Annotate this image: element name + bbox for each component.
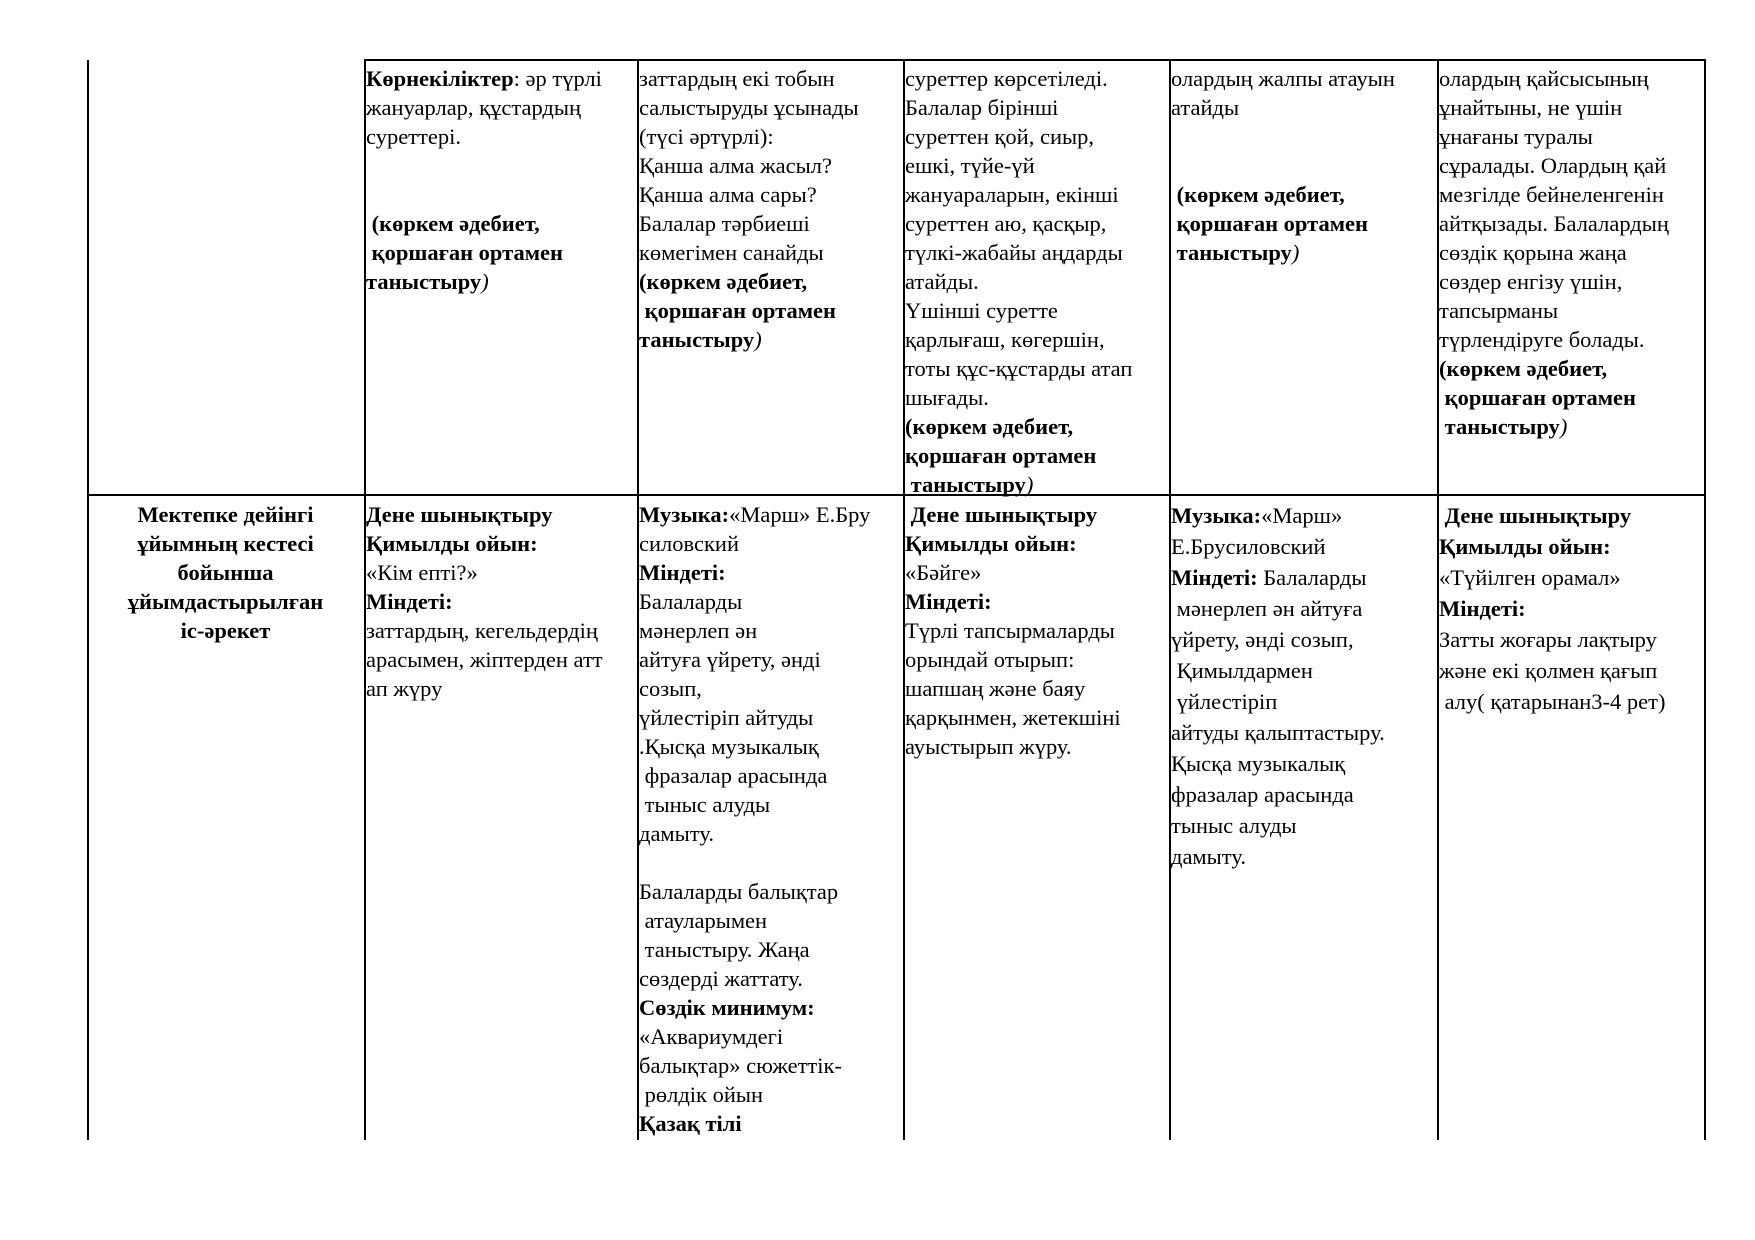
text-line xyxy=(905,122,1167,151)
text-run: Дене шынықтыру xyxy=(905,502,1098,527)
text-run: қоршаған ортамен xyxy=(639,298,836,323)
text-line xyxy=(1171,238,1435,267)
text-run: тапсырманы xyxy=(1439,298,1559,323)
text-run: атайды. xyxy=(905,269,979,294)
text-run: : әр түрлі xyxy=(513,66,602,91)
text-line xyxy=(1171,624,1435,655)
text-run: атауларымен xyxy=(639,908,768,933)
text-line xyxy=(366,209,634,238)
text-line xyxy=(639,64,901,93)
text-line xyxy=(1171,593,1435,624)
text-run: Үшінші суретте xyxy=(905,298,1058,323)
text-line xyxy=(905,93,1167,122)
text-run: Балаларды xyxy=(1257,565,1367,590)
text-line xyxy=(1171,180,1435,209)
text-line xyxy=(639,1022,901,1051)
text-run: таныстыру. Жаңа xyxy=(639,937,810,962)
text-run: Қазақ тілі xyxy=(639,1111,742,1136)
text-run: Көрнекіліктер xyxy=(366,66,514,91)
text-run: сөздік қорына жаңа xyxy=(1439,240,1627,265)
text-run: Балаларды балықтар xyxy=(639,879,839,904)
text-line xyxy=(1171,500,1435,531)
text-line xyxy=(1171,531,1435,562)
text-line xyxy=(905,441,1167,470)
text-run: фразалар арасында xyxy=(639,763,828,788)
text-line xyxy=(1171,655,1435,686)
text-line xyxy=(89,587,362,616)
text-run: «Түйілген орамал» xyxy=(1439,565,1621,590)
text-run: ауыстырып жүру. xyxy=(905,734,1072,759)
text-line xyxy=(639,964,901,993)
text-line xyxy=(639,1051,901,1080)
text-run: олардың жалпы атауын xyxy=(1171,66,1395,91)
text-run: суреттері. xyxy=(366,124,461,149)
text-line xyxy=(1171,841,1435,872)
text-run: Қысқа музыкалық xyxy=(1171,751,1346,776)
text-line xyxy=(639,877,901,906)
text-run: ешкі, түйе-үй xyxy=(905,153,1035,178)
text-run: айтуға үйрету, әнді xyxy=(639,647,821,672)
text-run: ұйымның кестесі xyxy=(137,531,314,556)
text-run: үйлестіріп xyxy=(1171,689,1278,714)
text-run: іс-әрекет xyxy=(180,618,271,643)
text-line xyxy=(905,151,1167,180)
text-line xyxy=(905,470,1167,499)
text-line xyxy=(1439,325,1702,354)
text-line xyxy=(905,64,1167,93)
text-run: фразалар арасында xyxy=(1171,782,1354,807)
text-line xyxy=(905,703,1167,732)
text-line xyxy=(1439,383,1702,412)
text-run: дамыту. xyxy=(639,821,714,846)
text-line xyxy=(366,151,634,180)
text-run: ) xyxy=(1291,240,1300,265)
text-line xyxy=(905,616,1167,645)
text-line xyxy=(639,296,901,325)
text-run: рөлдік ойын xyxy=(639,1082,764,1107)
text-run: (көркем әдебиет, xyxy=(905,414,1074,439)
row1-cell-2 xyxy=(639,64,901,354)
text-run: мәнерлеп ән xyxy=(639,618,758,643)
text-line xyxy=(639,180,901,209)
text-run: суреттер көрсетіледі. xyxy=(905,66,1108,91)
text-line xyxy=(905,529,1167,558)
text-line xyxy=(1171,209,1435,238)
text-run: қарқынмен, жетекшіні xyxy=(905,705,1121,730)
text-run: заттардың, кегельдердің xyxy=(366,618,598,643)
text-line xyxy=(639,151,901,180)
text-run: «Кім епті?» xyxy=(366,560,478,585)
text-run: «Аквариумдегі xyxy=(639,1024,784,1049)
text-line xyxy=(905,500,1167,529)
text-run: түлкі-жабайы аңдарды xyxy=(905,240,1123,265)
text-line xyxy=(1171,93,1435,122)
text-run: Қанша алма жасыл? xyxy=(639,153,832,178)
text-line xyxy=(639,122,901,151)
text-run: жануарлар, құстардың xyxy=(366,95,582,120)
text-line xyxy=(1439,500,1702,531)
row2-cell-5 xyxy=(1439,500,1702,717)
text-run: үйлестіріп айтуды xyxy=(639,705,814,730)
text-line xyxy=(639,529,901,558)
row1-cell-3 xyxy=(905,64,1167,499)
text-line xyxy=(1439,354,1702,383)
text-run: балықтар» сюжеттік- xyxy=(639,1053,842,1078)
text-line xyxy=(905,558,1167,587)
text-run: Затты жоғары лақтыру xyxy=(1439,627,1657,652)
row2-cell-1 xyxy=(366,500,634,703)
text-line xyxy=(1439,209,1702,238)
text-run: сөздер енгізу үшін, xyxy=(1439,269,1623,294)
row-divider xyxy=(87,494,1706,496)
text-line xyxy=(1171,717,1435,748)
text-run: ) xyxy=(481,269,489,294)
text-line xyxy=(639,616,901,645)
text-line xyxy=(905,354,1167,383)
text-line xyxy=(1439,180,1702,209)
text-line xyxy=(366,645,634,674)
text-run: олардың қайсысының xyxy=(1439,66,1649,91)
table-border-top xyxy=(364,59,1706,61)
text-run: (көркем әдебиет, xyxy=(366,211,540,236)
text-run: ап жүру xyxy=(366,676,443,701)
text-run: салыстыруды ұсынады xyxy=(639,95,859,120)
text-run: таныстыру xyxy=(366,269,482,294)
text-line xyxy=(905,209,1167,238)
text-line xyxy=(1439,686,1702,717)
text-line xyxy=(905,383,1167,412)
text-run: (түсі әртүрлі): xyxy=(639,124,774,149)
text-run: айтқызады. Балалардың xyxy=(1439,211,1669,236)
text-line xyxy=(89,616,362,645)
row2-cell-4 xyxy=(1171,500,1435,872)
text-line xyxy=(639,819,901,848)
text-run: дамыту. xyxy=(1171,844,1246,869)
text-run: шығады. xyxy=(905,385,989,410)
text-run: суреттен аю, қасқыр, xyxy=(905,211,1107,236)
text-line xyxy=(89,500,362,529)
text-line xyxy=(366,587,634,616)
text-line xyxy=(1439,296,1702,325)
text-line xyxy=(639,993,901,1022)
text-line xyxy=(1439,122,1702,151)
text-run: таныстыру xyxy=(639,327,755,352)
text-line xyxy=(905,267,1167,296)
text-line xyxy=(1171,748,1435,779)
text-line xyxy=(366,674,634,703)
row2-header-cell xyxy=(89,500,362,645)
text-run: Қимылды ойын: xyxy=(1439,534,1611,559)
text-run: Қимылдармен xyxy=(1171,658,1313,683)
text-line xyxy=(89,529,362,558)
text-line xyxy=(639,645,901,674)
text-run: бойынша xyxy=(177,560,274,585)
text-line xyxy=(639,238,901,267)
text-run: Дене шынықтыру xyxy=(366,502,553,527)
text-line xyxy=(366,500,634,529)
text-line xyxy=(639,500,901,529)
text-line xyxy=(1439,151,1702,180)
text-run: созып, xyxy=(639,676,702,701)
text-run: мәнерлеп ән айтуға xyxy=(1171,596,1363,621)
text-run: силовский xyxy=(639,531,739,556)
text-run: Сөздік минимум: xyxy=(639,995,815,1020)
text-line xyxy=(905,325,1167,354)
text-run: түрлендіруге болады. xyxy=(1439,327,1645,352)
text-run: ұйымдастырылған xyxy=(127,589,324,614)
text-run: Міндеті: xyxy=(1171,565,1258,590)
text-line xyxy=(905,238,1167,267)
text-line xyxy=(1439,93,1702,122)
text-line xyxy=(905,732,1167,761)
text-line xyxy=(1439,267,1702,296)
row2-cell-2 xyxy=(639,500,901,1138)
text-run: Музыка: xyxy=(1171,503,1262,528)
text-line xyxy=(1439,655,1702,686)
text-line xyxy=(89,558,362,587)
text-run: сөздерді жаттату. xyxy=(639,966,803,991)
text-run: Міндеті: xyxy=(366,589,453,614)
row2-cell-3 xyxy=(905,500,1167,761)
text-line xyxy=(1439,562,1702,593)
text-line xyxy=(639,1080,901,1109)
text-run: қоршаған ортамен xyxy=(905,443,1097,468)
text-line xyxy=(639,732,901,761)
text-line xyxy=(1171,122,1435,151)
text-line xyxy=(1171,151,1435,180)
text-line xyxy=(366,616,634,645)
text-run: (көркем әдебиет, xyxy=(1439,356,1608,381)
row1-cell-4 xyxy=(1171,64,1435,267)
text-run: атайды xyxy=(1171,95,1240,120)
text-line xyxy=(1439,593,1702,624)
text-run: суреттен қой, сиыр, xyxy=(905,124,1094,149)
text-run: көмегімен санайды xyxy=(639,240,824,265)
text-line xyxy=(905,412,1167,441)
text-run: ұнайтыны, не үшін xyxy=(1439,95,1623,120)
text-run: айтуды қалыптастыру. xyxy=(1171,720,1385,745)
text-run: шапшаң және баяу xyxy=(905,676,1086,701)
text-line xyxy=(366,558,634,587)
table-border-right xyxy=(1704,60,1706,1140)
text-run: Балалар бірінші xyxy=(905,95,1059,120)
text-run: қоршаған ортамен xyxy=(1439,385,1636,410)
text-run: мезгілде бейнеленгенін xyxy=(1439,182,1664,207)
text-line xyxy=(905,180,1167,209)
text-line xyxy=(905,674,1167,703)
text-line xyxy=(639,935,901,964)
text-run: Балалар тәрбиеші xyxy=(639,211,810,236)
text-line xyxy=(639,848,901,877)
text-line xyxy=(639,587,901,616)
text-line xyxy=(1171,64,1435,93)
text-line xyxy=(366,180,634,209)
text-line xyxy=(1171,686,1435,717)
text-run: қарлығаш, көгершін, xyxy=(905,327,1105,352)
text-run: Қимылды ойын: xyxy=(905,531,1077,556)
text-line xyxy=(366,267,634,296)
text-run: Міндеті: xyxy=(905,589,992,614)
text-line xyxy=(639,267,901,296)
text-run: таныстыру xyxy=(1439,414,1560,439)
text-line xyxy=(366,238,634,267)
text-run: жануараларын, екінші xyxy=(905,182,1119,207)
text-line xyxy=(639,93,901,122)
text-run: (көркем әдебиет, xyxy=(1171,182,1345,207)
text-line xyxy=(1439,624,1702,655)
text-line xyxy=(639,325,901,354)
text-line xyxy=(366,64,634,93)
text-line xyxy=(905,296,1167,325)
row1-cell-5 xyxy=(1439,64,1702,441)
text-run: Қимылды ойын: xyxy=(366,531,538,556)
text-run: тыныс алуды xyxy=(639,792,771,817)
text-run: арасымен, жіптерден атт xyxy=(366,647,603,672)
text-run: заттардың екі тобын xyxy=(639,66,835,91)
text-run: Балаларды xyxy=(639,589,743,614)
text-line xyxy=(905,645,1167,674)
text-line xyxy=(1439,412,1702,441)
text-line xyxy=(639,209,901,238)
text-run: ) xyxy=(1025,472,1034,497)
text-line xyxy=(639,1109,901,1138)
text-line xyxy=(1171,779,1435,810)
text-line xyxy=(1171,810,1435,841)
text-line xyxy=(639,790,901,819)
text-run: Дене шынықтыру xyxy=(1439,503,1632,528)
text-run: Е.Брусиловский xyxy=(1171,534,1326,559)
text-line xyxy=(639,761,901,790)
text-run: тоты құс-құстарды атап xyxy=(905,356,1133,381)
text-run: «Бәйге» xyxy=(905,560,982,585)
text-line xyxy=(1439,64,1702,93)
text-line xyxy=(639,703,901,732)
text-run: және екі қолмен қағып xyxy=(1439,658,1658,683)
text-line xyxy=(366,529,634,558)
text-run: тыныс алуды xyxy=(1171,813,1297,838)
text-run: қоршаған ортамен xyxy=(1171,211,1368,236)
text-line xyxy=(1439,238,1702,267)
text-run: қоршаған ортамен xyxy=(366,240,563,265)
text-line xyxy=(1171,562,1435,593)
text-run: (көркем әдебиет, xyxy=(639,269,808,294)
text-run: орындай отырып: xyxy=(905,647,1075,672)
text-run: .Қысқа музыкалық xyxy=(639,734,819,759)
text-run: Қанша алма сары? xyxy=(639,182,817,207)
text-run: үйрету, әнді созып, xyxy=(1171,627,1354,652)
text-line xyxy=(366,122,634,151)
text-run: «Марш» Е.Бру xyxy=(729,502,871,527)
text-line xyxy=(639,906,901,935)
text-run: ) xyxy=(1559,414,1568,439)
text-run: Түрлі тапсырмаларды xyxy=(905,618,1115,643)
text-run: Мектепке дейінгі xyxy=(137,502,314,527)
text-line xyxy=(639,674,901,703)
text-run: Музыка: xyxy=(639,502,730,527)
text-line xyxy=(366,93,634,122)
text-run: таныстыру xyxy=(905,472,1026,497)
text-run: Міндеті: xyxy=(1439,596,1526,621)
text-run: таныстыру xyxy=(1171,240,1292,265)
text-run: сұралады. Олардың қай xyxy=(1439,153,1667,178)
row1-cell-1 xyxy=(366,64,634,296)
text-line xyxy=(905,587,1167,616)
text-run: Міндеті: xyxy=(639,560,726,585)
text-run: ) xyxy=(754,327,762,352)
text-run: «Марш» xyxy=(1261,503,1343,528)
text-line xyxy=(639,558,901,587)
text-run: алу( қатарынан3-4 рет) xyxy=(1439,689,1666,714)
text-line xyxy=(1439,531,1702,562)
text-run: ұнағаны туралы xyxy=(1439,124,1593,149)
